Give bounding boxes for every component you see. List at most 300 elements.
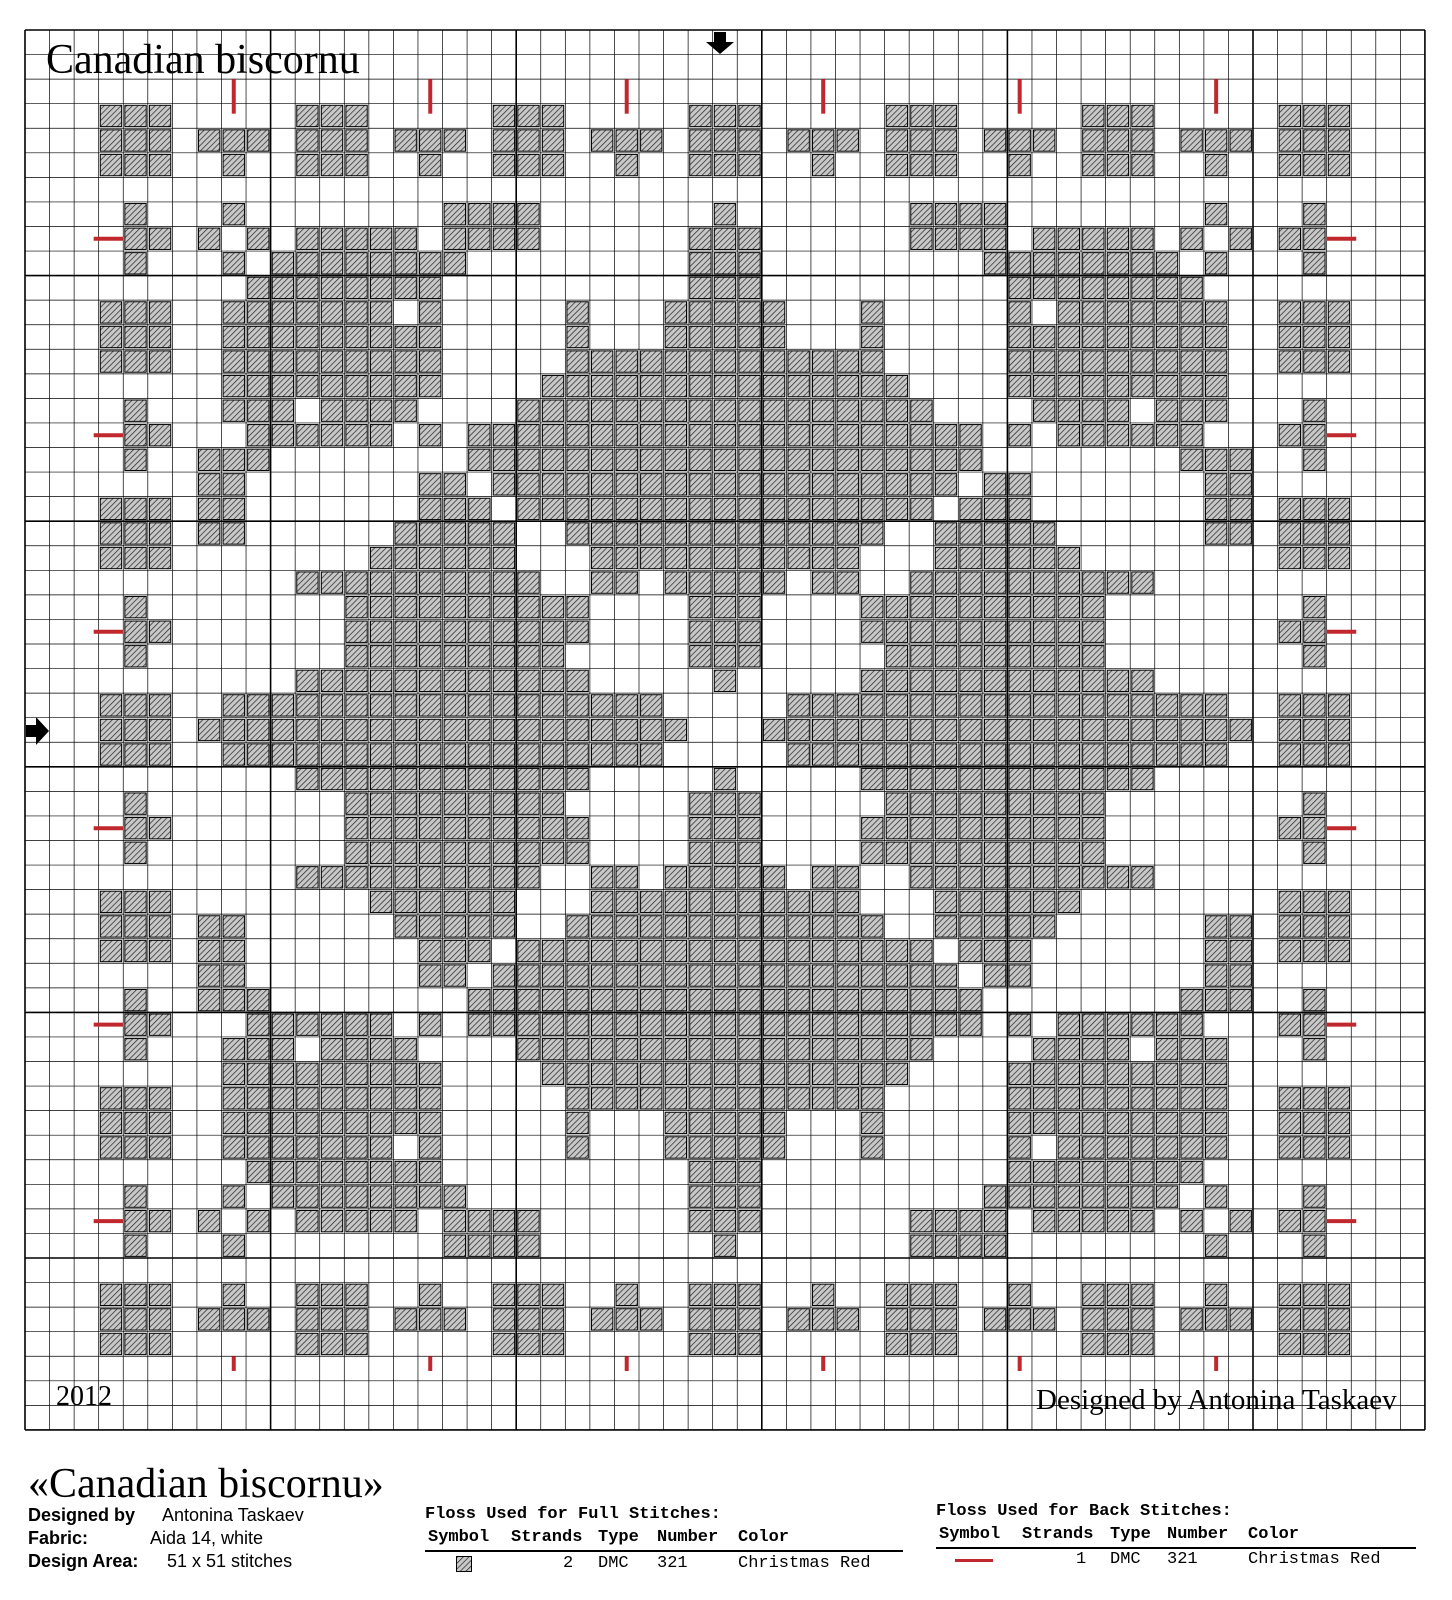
stitch-cell [1304, 1039, 1325, 1060]
stitch-cell [1328, 744, 1349, 765]
stitch-cell [1132, 425, 1153, 446]
stitch-cell [1304, 842, 1325, 863]
stitch-cell [248, 1014, 269, 1035]
stitch-cell [272, 1014, 293, 1035]
stitch-cell [346, 1112, 367, 1133]
stitch-cell [984, 940, 1005, 961]
stitch-cell [518, 695, 539, 716]
stitch-cell [1009, 154, 1030, 175]
stitch-cell [1230, 523, 1251, 544]
stitch-cell [1034, 891, 1055, 912]
stitch-cell [763, 523, 784, 544]
stitch-cell [100, 1137, 121, 1158]
stitch-cell [493, 105, 514, 126]
stitch-cell [272, 1137, 293, 1158]
stitch-cell [886, 130, 907, 151]
stitch-cell [420, 768, 441, 789]
stitch-cell [763, 965, 784, 986]
stitch-cell [149, 695, 170, 716]
stitch-cell [714, 547, 735, 568]
stitch-cell [739, 842, 760, 863]
stitch-cell [346, 1137, 367, 1158]
stitch-cell [1181, 1088, 1202, 1109]
stitch-cell [1328, 940, 1349, 961]
stitch-cell [1083, 228, 1104, 249]
stitch-cell [444, 204, 465, 225]
stitch-cell [714, 1161, 735, 1182]
stitch-cell [1205, 375, 1226, 396]
stitch-cell [297, 1309, 318, 1330]
stitch-cell [297, 154, 318, 175]
stitch-cell [1107, 1186, 1128, 1207]
stitch-cell [1156, 1088, 1177, 1109]
stitch-cell [542, 154, 563, 175]
stitch-cell [1009, 1014, 1030, 1035]
stitch-cell [1156, 400, 1177, 421]
stitch-cell [321, 695, 342, 716]
stitch-cell [1279, 1210, 1300, 1231]
stitch-cell [1279, 547, 1300, 568]
stitch-cell [542, 842, 563, 863]
stitch-cell [297, 1137, 318, 1158]
stitch-cell [223, 130, 244, 151]
stitch-cell [911, 1309, 932, 1330]
stitch-cell [149, 351, 170, 372]
stitch-cell [321, 326, 342, 347]
stitch-cell [1132, 375, 1153, 396]
stitch-cell [1304, 425, 1325, 446]
stitch-cell [1058, 1112, 1079, 1133]
stitch-cell [1205, 1112, 1226, 1133]
full-strands: 2 [563, 1554, 574, 1573]
stitch-cell [444, 1235, 465, 1256]
stitch-cell [100, 154, 121, 175]
stitch-cell [420, 621, 441, 642]
stitch-cell [321, 228, 342, 249]
stitch-cell [1181, 277, 1202, 298]
stitch-cell [1009, 719, 1030, 740]
stitch-cell [272, 1161, 293, 1182]
stitch-cell [641, 1088, 662, 1109]
stitch-cell [1034, 670, 1055, 691]
stitch-cell [346, 351, 367, 372]
stitch-cell [493, 670, 514, 691]
stitch-cell [420, 596, 441, 617]
stitch-cell [886, 1284, 907, 1305]
stitch-cell [1279, 1112, 1300, 1133]
stitch-cell [518, 1235, 539, 1256]
stitch-cell [1279, 719, 1300, 740]
stitch-cell [1107, 1161, 1128, 1182]
stitch-cell [862, 326, 883, 347]
stitch-cell [1034, 1161, 1055, 1182]
stitch-cell [911, 154, 932, 175]
stitch-cell [297, 105, 318, 126]
stitch-cell [714, 105, 735, 126]
stitch-cell [1009, 842, 1030, 863]
stitch-cell [542, 130, 563, 151]
stitch-cell [420, 498, 441, 519]
stitch-cell [100, 105, 121, 126]
stitch-cell [690, 1210, 711, 1231]
back-number: 321 [1167, 1550, 1198, 1569]
stitch-cell [420, 842, 441, 863]
stitch-cell [272, 400, 293, 421]
stitch-cell [223, 1309, 244, 1330]
stitch-cell [690, 351, 711, 372]
stitch-cell [1107, 719, 1128, 740]
stitch-cell [395, 253, 416, 274]
stitch-cell [149, 1309, 170, 1330]
stitch-cell [125, 1039, 146, 1060]
stitch-cell [346, 154, 367, 175]
stitch-cell [149, 130, 170, 151]
stitch-cell [125, 1137, 146, 1158]
stitch-cell [739, 1309, 760, 1330]
stitch-cell [223, 916, 244, 937]
stitch-cell [763, 351, 784, 372]
stitch-cell [911, 695, 932, 716]
stitch-cell [960, 449, 981, 470]
stitch-cell [1156, 277, 1177, 298]
stitch-cell [665, 302, 686, 323]
stitch-cell [960, 425, 981, 446]
stitch-cell [395, 768, 416, 789]
stitch-cell [1181, 351, 1202, 372]
stitch-cell [1205, 498, 1226, 519]
stitch-cell [370, 425, 391, 446]
stitch-cell [1009, 326, 1030, 347]
stitch-cell [911, 965, 932, 986]
stitch-cell [690, 474, 711, 495]
stitch-cell [1083, 818, 1104, 839]
stitch-cell [125, 1235, 146, 1256]
stitch-cell [1009, 1112, 1030, 1133]
stitch-cell [1107, 1112, 1128, 1133]
stitch-cell [788, 547, 809, 568]
stitch-cell [1058, 425, 1079, 446]
stitch-cell [739, 646, 760, 667]
stitch-cell [616, 130, 637, 151]
stitch-cell [1156, 1014, 1177, 1035]
stitch-cell [518, 989, 539, 1010]
stitch-cell [444, 596, 465, 617]
stitch-cell [346, 572, 367, 593]
stitch-cell [911, 670, 932, 691]
full-col-color: Color [738, 1528, 790, 1547]
stitch-cell [813, 1088, 834, 1109]
stitch-cell [469, 867, 490, 888]
stitch-cell [813, 1063, 834, 1084]
stitch-cell [1304, 596, 1325, 617]
stitch-cell [1181, 1309, 1202, 1330]
stitch-cell [616, 449, 637, 470]
stitch-cell [469, 547, 490, 568]
stitch-cell [616, 916, 637, 937]
stitch-cell [395, 621, 416, 642]
stitch-cell [1205, 965, 1226, 986]
stitch-cell [125, 154, 146, 175]
stitch-cell [125, 400, 146, 421]
stitch-cell [1034, 768, 1055, 789]
back-col-number: Number [1167, 1525, 1229, 1544]
stitch-cell [223, 523, 244, 544]
stitch-cell [444, 498, 465, 519]
stitch-cell [199, 498, 220, 519]
stitch-cell [714, 621, 735, 642]
stitch-cell [1009, 1186, 1030, 1207]
stitch-cell [1304, 449, 1325, 470]
stitch-cell [690, 1186, 711, 1207]
stitch-cell [616, 572, 637, 593]
stitch-cell [567, 744, 588, 765]
stitch-cell [837, 891, 858, 912]
stitch-cell [911, 1014, 932, 1035]
stitch-cell [420, 523, 441, 544]
stitch-cell [370, 253, 391, 274]
stitch-cell [1279, 523, 1300, 544]
stitch-cell [444, 818, 465, 839]
stitch-cell [125, 1309, 146, 1330]
stitch-cell [886, 498, 907, 519]
stitch-cell [690, 965, 711, 986]
stitch-cell [739, 596, 760, 617]
stitch-cell [567, 695, 588, 716]
stitch-cell [862, 1014, 883, 1035]
stitch-cell [960, 646, 981, 667]
stitch-cell [1132, 744, 1153, 765]
stitch-cell [1058, 1039, 1079, 1060]
stitch-cell [567, 965, 588, 986]
stitch-cell [469, 204, 490, 225]
stitch-cell [690, 1284, 711, 1305]
stitch-cell [911, 1235, 932, 1256]
stitch-cell [1156, 1063, 1177, 1084]
stitch-cell [518, 425, 539, 446]
stitch-cell [248, 400, 269, 421]
stitch-cell [395, 228, 416, 249]
stitch-cell [763, 1088, 784, 1109]
stitch-cell [641, 940, 662, 961]
stitch-cell [714, 965, 735, 986]
stitch-cell [960, 793, 981, 814]
stitch-cell [984, 1186, 1005, 1207]
stitch-cell [1205, 400, 1226, 421]
stitch-cell [542, 646, 563, 667]
stitch-cell [297, 670, 318, 691]
stitch-cell [1279, 621, 1300, 642]
stitch-cell [739, 523, 760, 544]
stitch-cell [1058, 1063, 1079, 1084]
stitch-cell [223, 400, 244, 421]
stitch-cell [100, 1112, 121, 1133]
stitch-cell [223, 965, 244, 986]
stitch-cell [591, 1088, 612, 1109]
stitch-cell [420, 302, 441, 323]
stitch-cell [1058, 1088, 1079, 1109]
stitch-cell [788, 425, 809, 446]
stitch-cell [125, 351, 146, 372]
stitch-cell [346, 646, 367, 667]
stitch-cell [665, 1014, 686, 1035]
stitch-cell [862, 670, 883, 691]
stitch-cell [886, 425, 907, 446]
stitch-cell [125, 105, 146, 126]
stitch-cell [493, 621, 514, 642]
stitch-cell [739, 1210, 760, 1231]
stitch-cell [690, 1333, 711, 1354]
stitch-cell [469, 744, 490, 765]
stitch-cell [321, 719, 342, 740]
stitch-cell [911, 498, 932, 519]
stitch-cell [321, 744, 342, 765]
stitch-cell [591, 375, 612, 396]
stitch-cell [1205, 1309, 1226, 1330]
stitch-cell [862, 1039, 883, 1060]
stitch-cell [346, 326, 367, 347]
stitch-cell [1279, 326, 1300, 347]
stitch-cell [272, 351, 293, 372]
stitch-cell [1009, 891, 1030, 912]
stitch-cell [420, 646, 441, 667]
stitch-cell [420, 474, 441, 495]
stitch-cell [1304, 1186, 1325, 1207]
stitch-cell [493, 965, 514, 986]
stitch-cell [837, 572, 858, 593]
stitch-cell [1058, 842, 1079, 863]
stitch-cell [1034, 326, 1055, 347]
stitch-cell [469, 596, 490, 617]
stitch-cell [1107, 768, 1128, 789]
stitch-cell [886, 744, 907, 765]
stitch-cell [223, 1088, 244, 1109]
stitch-cell [100, 891, 121, 912]
stitch-cell [935, 818, 956, 839]
stitch-cell [1181, 449, 1202, 470]
stitch-cell [837, 1039, 858, 1060]
stitch-cell [641, 547, 662, 568]
stitch-cell [837, 449, 858, 470]
stitch-cell [1205, 449, 1226, 470]
stitch-cell [591, 965, 612, 986]
stitch-cell [1230, 916, 1251, 937]
stitch-cell [714, 400, 735, 421]
stitch-cell [837, 1088, 858, 1109]
stitch-cell [641, 891, 662, 912]
stitch-cell [493, 916, 514, 937]
stitch-cell [714, 793, 735, 814]
stitch-cell [1304, 1210, 1325, 1231]
stitch-cell [567, 1063, 588, 1084]
stitch-cell [641, 498, 662, 519]
stitch-cell [935, 1210, 956, 1231]
stitch-cell [813, 1284, 834, 1305]
stitch-cell [272, 1063, 293, 1084]
stitch-cell [665, 867, 686, 888]
stitch-cell [542, 400, 563, 421]
pattern-title: «Canadian biscornu» [28, 1461, 384, 1507]
stitch-cell [567, 498, 588, 519]
stitch-cell [1034, 1063, 1055, 1084]
stitch-cell [248, 1161, 269, 1182]
stitch-cell [248, 1063, 269, 1084]
stitch-cell [1205, 154, 1226, 175]
stitch-cell [714, 596, 735, 617]
stitch-cell [714, 1014, 735, 1035]
stitch-cell [591, 130, 612, 151]
stitch-cell [370, 1039, 391, 1060]
stitch-cell [935, 523, 956, 544]
stitch-cell [518, 228, 539, 249]
stitch-cell [886, 375, 907, 396]
stitch-cell [272, 1039, 293, 1060]
stitch-cell [813, 523, 834, 544]
stitch-cell [100, 547, 121, 568]
stitch-cell [641, 351, 662, 372]
stitch-cell [469, 768, 490, 789]
stitch-cell [542, 1309, 563, 1330]
stitch-cell [420, 916, 441, 937]
stitch-cell [788, 449, 809, 470]
stitch-cell [272, 719, 293, 740]
stitch-cell [714, 916, 735, 937]
stitch-cell [1132, 228, 1153, 249]
stitch-cell [665, 523, 686, 544]
stitch-cell [444, 572, 465, 593]
stitch-cell [714, 1186, 735, 1207]
stitch-cell [690, 375, 711, 396]
stitch-cell [690, 1039, 711, 1060]
stitch-cell [1132, 1186, 1153, 1207]
stitch-cell [1058, 1186, 1079, 1207]
stitch-cell [616, 425, 637, 446]
stitch-cell [493, 1014, 514, 1035]
stitch-cell [1009, 1284, 1030, 1305]
stitch-cell [739, 498, 760, 519]
stitch-cell [690, 1088, 711, 1109]
stitch-cell [1058, 621, 1079, 642]
stitch-cell [714, 130, 735, 151]
stitch-cell [1107, 351, 1128, 372]
stitch-cell [886, 818, 907, 839]
stitch-cell [591, 1309, 612, 1330]
stitch-cell [420, 130, 441, 151]
stitch-cell [788, 400, 809, 421]
stitch-cell [714, 768, 735, 789]
stitch-cell [665, 449, 686, 470]
full-color: Christmas Red [738, 1554, 871, 1573]
stitch-cell [739, 474, 760, 495]
stitch-cell [125, 646, 146, 667]
stitch-cell [125, 523, 146, 544]
stitch-cell [1328, 351, 1349, 372]
stitch-cell [395, 793, 416, 814]
stitch-cell [591, 719, 612, 740]
stitch-cell [125, 621, 146, 642]
stitch-cell [1083, 425, 1104, 446]
back-strands: 1 [1076, 1550, 1087, 1569]
stitch-cell [1034, 744, 1055, 765]
stitch-cell [1181, 744, 1202, 765]
stitch-cell [1304, 940, 1325, 961]
stitch-cell [542, 989, 563, 1010]
stitch-cell [149, 105, 170, 126]
stitch-cell [837, 695, 858, 716]
stitch-cell [960, 744, 981, 765]
stitch-cell [935, 425, 956, 446]
stitch-cell [813, 425, 834, 446]
stitch-cell [1181, 302, 1202, 323]
